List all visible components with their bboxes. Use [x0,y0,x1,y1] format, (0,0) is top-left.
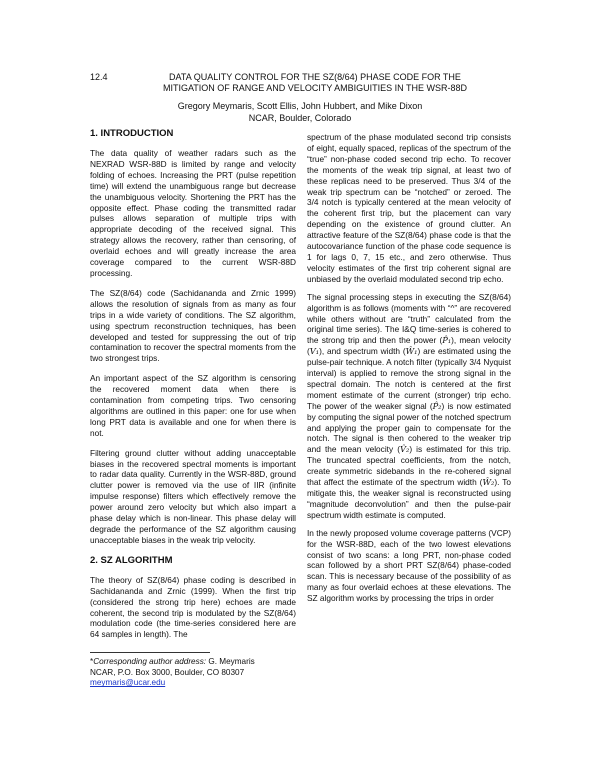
symbol-velocity-weak: V̂₂ [399,444,410,455]
left-column [90,128,296,689]
symbol-width-strong: Ŵ₁ [405,346,418,357]
right-column [307,132,511,611]
symbol-power-strong: P̂₁ [442,335,452,346]
algorithm-paragraph-1: The theory of SZ(8/64) phase coding is described in Sachidananda and Zrnic (1999). When the first trip (considered the strong trip here) echoes are made coherent, the second trip is modulated by the SZ(8/64) modulation code (the time-series considered here are 64 samples in length). The [90,574,296,640]
footnote-name: G. Meymaris [206,657,255,667]
algorithm-paragraph-4: In the newly proposed volume coverage patterns (VCP) for the WSR-88D, each of the two lowest elevations consist of two scans: a long PRT, non-phase coded scan followed by a short PRT SZ(8/64) phase-coded scan. This is necessary because of the possibility of as many as four overlaid echoes at these elevations. The SZ algorithm works by processing the trips in order [307,527,511,604]
text-run: ) is now estimated by computing the signal power of the notched spectrum and applying the proper gain to compensate for the notch. The signal is then cohered to the weaker trip and the mean velocity ( [307,400,511,455]
intro-paragraph-3: An important aspect of the SZ algorithm is censoring the recovered moment data when there is contamination from competing trips. Two censoring algorithms are outlined in this paper: one for use when long PRT data is available and one for when there is not. [90,373,296,438]
author-names: Gregory Meymaris, Scott Ellis, John Hubbert, and Mike Dixon [177,101,423,111]
author-block [100,101,500,124]
text-run: ), and spectrum width ( [319,346,406,357]
symbol-power-weak: P̂₂ [432,400,442,411]
footnote-divider [90,652,210,653]
algorithm-paragraph-2: spectrum of the phase modulated second trip consists of eight, equally spaced, replicas of the spectrum of the “true” non-phase coded second trip echo. To recover the moments of the weak trip signal, at least two of these replicas need to be preserved. Thus 3/4 of the weak trip spectrum can be “notched” or zeroed. The 3/4 notch is typically centered at the mean velocity of the coherent first trip, but the placement can vary depending on the existence of ground clutter. An attractive feature of the SZ(8/64) phase code is that the autocovariance function of the phase code sequence is 1 for lags 0, 7, 15 etc., and zero otherwise. Thus velocity estimates of the first trip coherent signal are unbiased by the overlaid modulated second trip echo. [307,132,511,284]
intro-paragraph-4: Filtering ground clutter without adding unacceptable biases in the recovered spectral moments is important to radar data quality. Currently in the WSR-88D, ground clutter power is removed via the use of IIR (infinite impulse response) filters which effectively remove the power around zero velocity but which also impart a phase delay which is non-linear. This phase delay will degrade the performance of the SZ algorithm causing unacceptable biases in the weak trip velocity. [90,447,296,545]
intro-paragraph-2: The SZ(8/64) code (Sachidananda and Zrnic 1999) allows the resolution of signals from as many as four trips in a wide variety of conditions. The SZ algorithm, using spectrum reconstruction techniques, has been developed and tested for suppressing the out of trip contamination to recover the spectral moments from the two strongest trips. [90,287,296,364]
footnote-marker: * [90,657,94,667]
section-heading-introduction: 1. INTRODUCTION [90,128,174,139]
symbol-width-weak: Ŵ₂ [482,477,495,488]
intro-paragraph-1: The data quality of weather radars such as the NEXRAD WSR-88D is limited by range and velocity folding of echoes. Increasing the PRT (pulse repetition time) will extend the unambiguous range but decrease the unambiguous velocity. Shortening the PRT has the opposite effect. Phase coding the transmitted radar pulses allows separation of multiple trips with appropriate decoding of the received signal. This strategy allows the recovery, rather than censoring, of overlaid echoes and will greatly increase the area coverage compared to the current WSR-88D processing. [90,148,296,278]
section-heading-sz-algorithm: 2. SZ ALGORITHM [90,554,173,566]
author-affiliation: NCAR, Boulder, Colorado [248,112,352,123]
text-run: ). To mitigate this, the weaker signal is reconstructed using “magnitude deconvolution” and then the pulse-pair spectrum width estimate is computed. [307,477,511,520]
algorithm-paragraph-3 [307,292,511,521]
paper-number: 12.4 [90,72,108,82]
paper-title: DATA QUALITY CONTROL FOR THE SZ(8/64) PHASE CODE FOR THE MITIGATION OF RANGE AND VELOCITY AMBIGUITIES IN THE WSR-88D [162,72,468,93]
text-run: ), mean velocity ( [307,335,511,357]
footnote-email-link[interactable]: meymaris@ucar.edu [90,678,166,688]
footnote [90,657,296,689]
text-run: The signal processing steps in executing the SZ(8/64) algorithm is as follows (moments with “^” are recovered while others without are “truth” calculated from the original time series). The I&Q time-series is cohered to the strong trip and then the power ( [307,291,511,346]
text-run: ) is estimated for this trip. The truncated spectral coefficients, from the notch, create symmetric sidebands in the re-cohered signal that affect the estimate of the spectrum width ( [307,444,511,488]
text-run: ) are estimated using the pulse-pair technique. A notch filter (typically 3/4 Nyquist interval) is applied to remove the strong signal in the spectral domain. The notch is centered at the first moment estimate of the current (stronger) trip echo. The power of the weaker signal ( [307,346,511,411]
footnote-label: Corresponding author address: [93,657,207,667]
footnote-address: NCAR, P.O. Box 3000, Boulder, CO 80307 [90,667,245,677]
symbol-velocity-strong: V₁ [309,346,320,357]
